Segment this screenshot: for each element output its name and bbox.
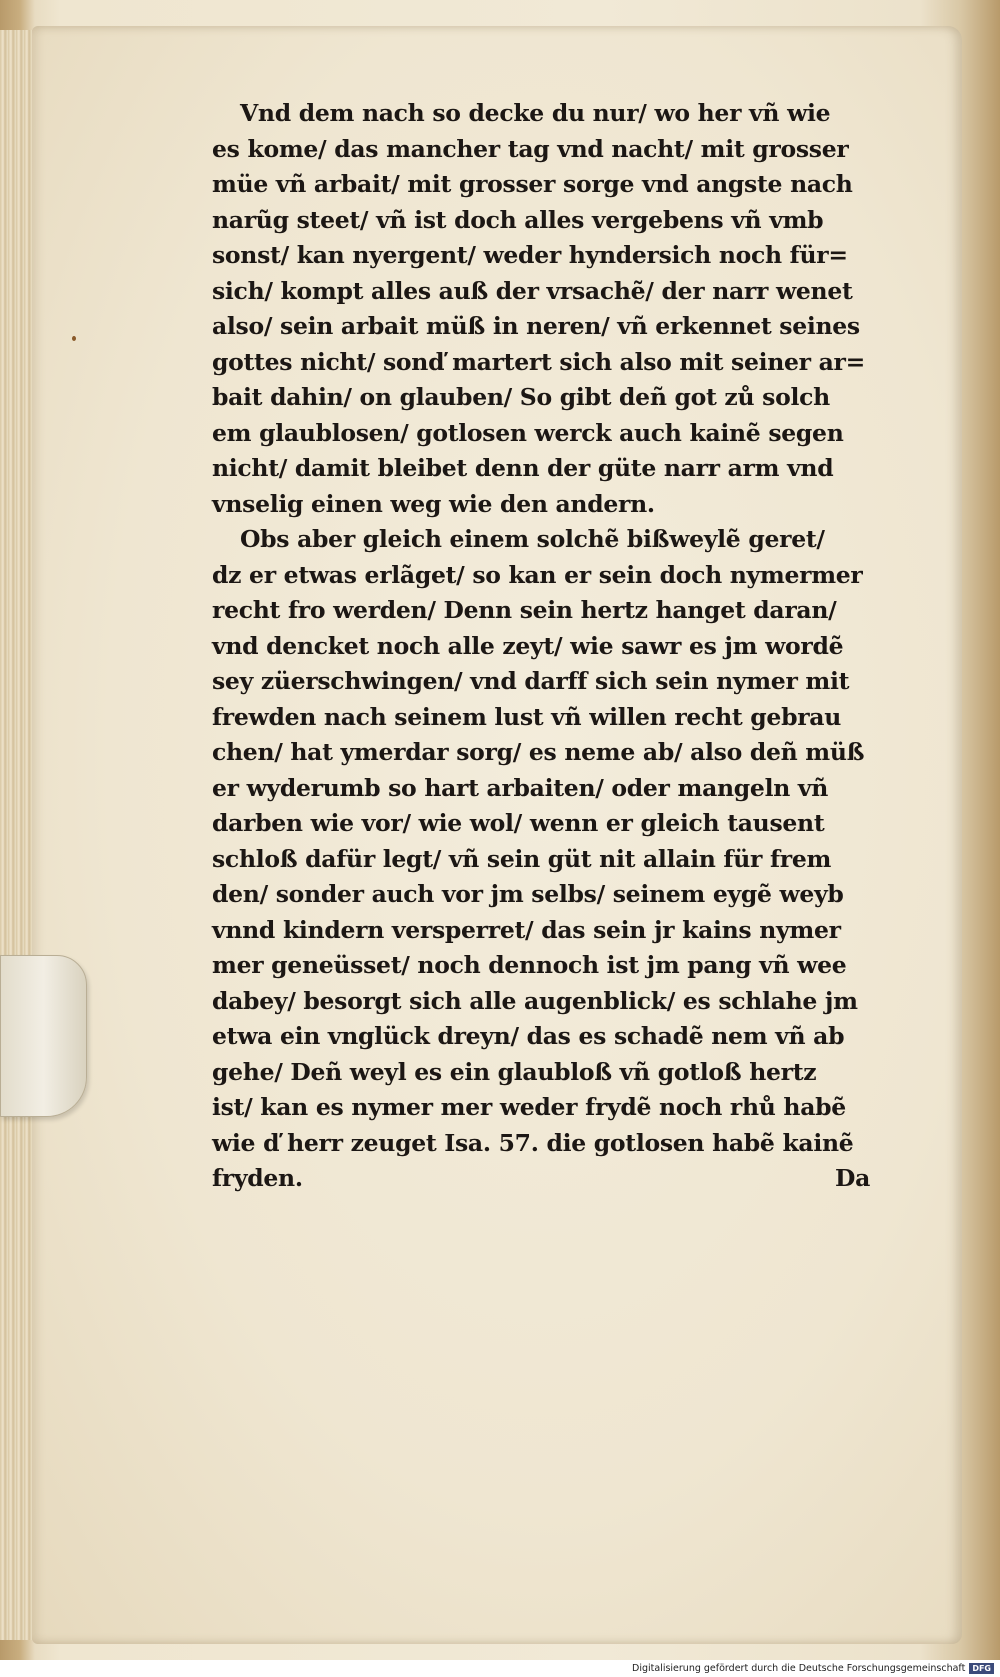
text-line: vnselig einen weg wie den andern.: [212, 489, 655, 518]
paper-speck: [72, 336, 76, 341]
text-line: bait dahin/ on glauben/ So gibt deñ got zů solch: [212, 383, 830, 411]
text-line: frewden nach seinem lust vñ willen recht gebrau: [212, 702, 842, 731]
text-line: narũg steet/ vñ ist doch alles vergebens vñ vmb: [212, 205, 824, 234]
text-line: ist/ kan es nymer mer weder frydẽ noch rhů habẽ: [212, 1093, 846, 1121]
text-line: Vnd dem nach so decke du nur/ wo her vñ wie: [240, 99, 831, 127]
text-line: gehe/ Deñ weyl es ein glaubloß vñ gotloß hertz: [212, 1057, 817, 1086]
text-line: etwa ein vnglück dreyn/ das es schadẽ nem vñ ab: [212, 1022, 845, 1050]
text-line: vnnd kindern versperret/ das sein jr kains nymer: [212, 915, 841, 944]
last-text-row: [212, 1161, 872, 1197]
text-line: sonst/ kan nyergent/ weder hyndersich noch für=: [212, 241, 848, 269]
text-line: müe vñ arbait/ mit grosser sorge vnd angste nach: [212, 170, 853, 198]
text-line: darben wie vor/ wie wol/ wenn er gleich tausent: [212, 809, 825, 837]
text-line: den/ sonder auch vor jm selbs/ seinem eygẽ weyb: [212, 880, 844, 908]
text-line: vnd dencket noch alle zeyt/ wie sawr es jm wordẽ: [212, 631, 844, 660]
text-line: schloß dafür legt/ vñ sein güt nit allain für frem: [212, 844, 832, 873]
page-clip: [0, 955, 87, 1117]
text-line: em glaublosen/ gotlosen werck auch kainẽ segen: [212, 418, 844, 447]
text-line: nicht/ damit bleibet denn der güte narr arm vnd: [212, 454, 834, 482]
footer: [0, 1660, 1000, 1677]
funding-credit: Digitalisierung gefördert durch die Deutsche Forschungsgemeinschaft: [632, 1663, 966, 1674]
body-text: [212, 96, 872, 1197]
text-line: sey züerschwingen/ vnd darff sich sein nymer mit: [212, 667, 850, 695]
text-line: also/ sein arbait müß in neren/ vñ erkennet seines: [212, 312, 860, 340]
text-line: mer geneüsset/ noch dennoch ist jm pang vñ wee: [212, 951, 847, 979]
text-line: dabey/ besorgt sich alle augenblick/ es schlahe jm: [212, 986, 858, 1015]
text-line: sich/ kompt alles auß der vrsachẽ/ der narr wenet: [212, 276, 853, 305]
text-line: Obs aber gleich einem solchẽ bißweylẽ geret/: [240, 525, 825, 553]
text-line: gottes nicht/ sonď martert sich also mit seiner ar=: [212, 347, 866, 376]
text-line: chen/ hat ymerdar sorg/ es neme ab/ also deñ müß: [212, 738, 865, 766]
last-line: fryden.: [212, 1164, 303, 1192]
text-line: es kome/ das mancher tag vnd nacht/ mit grosser: [212, 134, 849, 163]
text-line: dz er etwas erlãget/ so kan er sein doch nymermer: [212, 560, 863, 589]
text-line: er wyderumb so hart arbaiten/ oder mangeln vñ: [212, 773, 829, 802]
text-line: recht fro werden/ Denn sein hertz hanget daran/: [212, 596, 837, 624]
text-line: wie ď herr zeuget Isa. 57. die gotlosen habẽ kainẽ: [212, 1128, 854, 1157]
catchword: Da: [834, 1164, 870, 1192]
dfg-logo-icon: DFG: [969, 1663, 994, 1674]
